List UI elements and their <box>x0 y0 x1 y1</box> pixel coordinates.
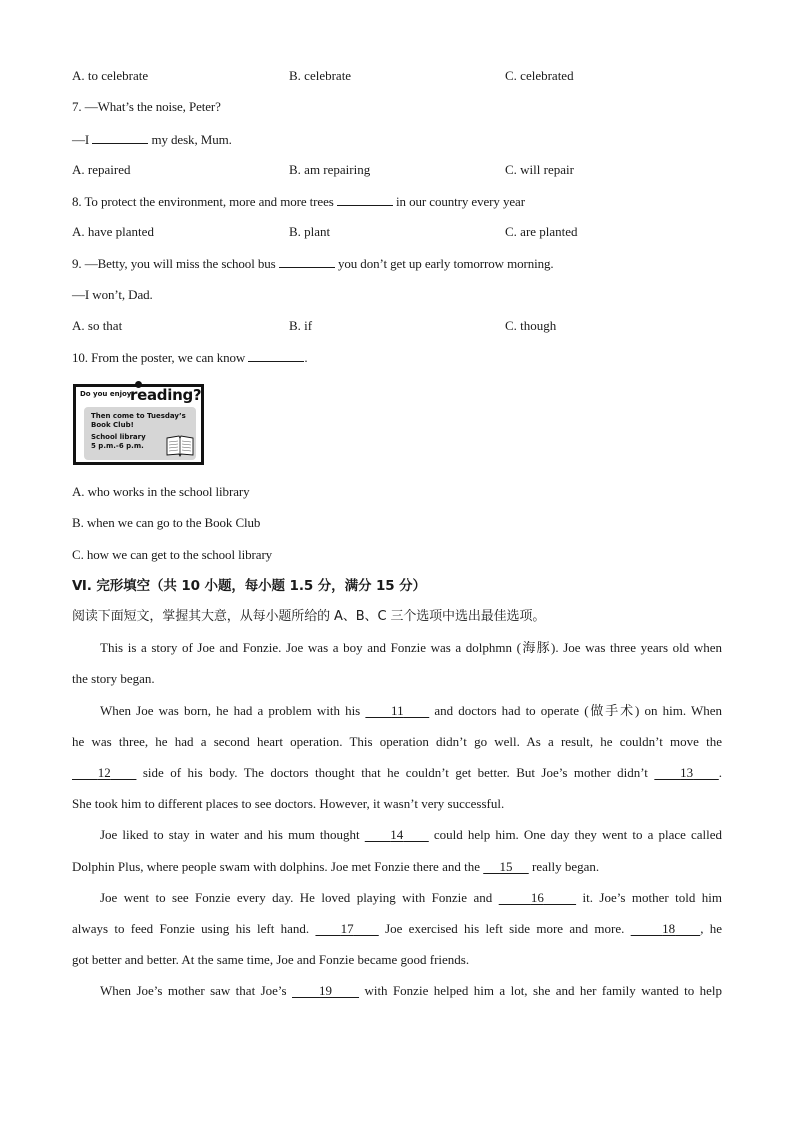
poster-line-3: School library <box>91 433 146 441</box>
blank-14: 14 <box>390 827 404 842</box>
blank-11: 11 <box>391 703 404 718</box>
q9-option-c: C. though <box>505 318 557 333</box>
passage-p2-line1 <box>72 703 722 719</box>
q8-option-c: C. are planted <box>505 224 578 239</box>
q8-blank <box>337 193 393 206</box>
poster-line-1: Then come to Tuesday’s <box>91 412 186 420</box>
poster-header-small: Do you enjoy <box>80 390 132 398</box>
poster-line-4: 5 p.m.-6 p.m. <box>91 442 144 450</box>
passage-text: When Joe’s mother saw that Joe’s <box>100 983 287 998</box>
passage-text: When Joe was born, he had a problem with his <box>100 703 361 718</box>
q8-question-post: in our country every year <box>396 194 525 209</box>
poster-header-big: reading? <box>130 386 202 404</box>
q6-option-b: B. celebrate <box>289 68 352 83</box>
blank-13: 13 <box>680 765 694 780</box>
passage-p3-line2 <box>72 859 722 875</box>
q9-option-a: A. so that <box>72 318 123 333</box>
q9-question-post: you don’t get up early tomorrow morning. <box>337 256 554 271</box>
q10-question-post: . <box>304 350 308 365</box>
passage-text: Joe exercised his left side more and more. <box>385 921 625 936</box>
passage-text: could help him. One day they went to a place called <box>433 827 723 842</box>
q7-option-c: C. will repair <box>505 162 574 177</box>
passage-text: side of his body. The doctors thought that he couldn’t get better. But Joe’s mother didn’t <box>142 765 648 780</box>
passage-p4-line1 <box>72 890 722 906</box>
q7-blank <box>92 131 148 144</box>
passage-p3-line1 <box>72 827 722 843</box>
passage-text: and doctors had to operate (做手术) on him. When <box>434 703 723 718</box>
passage-p2-line3 <box>72 765 722 781</box>
passage-text: always to feed Fonzie using his left hand. <box>72 921 310 936</box>
q7-answer-pre: —I <box>72 132 90 147</box>
q9-reply: —I won’t, Dad. <box>72 287 153 302</box>
passage-p2-line4: She took him to different places to see doctors. However, it wasn’t very successful. <box>72 796 505 811</box>
blank-19: 19 <box>319 983 333 998</box>
blank-12: 12 <box>97 765 111 780</box>
passage-p4-line3: got better and better. At the same time, Joe and Fonzie became good friends. <box>72 952 470 967</box>
open-book-icon <box>166 435 194 457</box>
q7-answer-post: my desk, Mum. <box>151 132 232 147</box>
passage-text: . <box>718 765 723 780</box>
q10-blank <box>248 349 304 362</box>
passage-text: Joe liked to stay in water and his mum thought <box>100 827 360 842</box>
q8-question <box>72 193 525 210</box>
q6-option-c: C. celebrated <box>505 68 574 83</box>
passage-text: with Fonzie helped him a lot, she and her family wanted to help <box>364 983 723 998</box>
passage-p5-line1 <box>72 983 722 999</box>
section-title: Ⅵ. 完形填空（共 10 小题，每小题 1.5 分，满分 15 分） <box>72 578 426 594</box>
q8-option-a: A. have planted <box>72 224 154 239</box>
passage-p1-line1: This is a story of Joe and Fonzie. Joe was a boy and Fonzie was a dolphmn (海豚). Joe was three years old when <box>100 640 722 655</box>
blank-16: 16 <box>530 890 544 905</box>
q10-question <box>72 349 308 366</box>
blank-18: 18 <box>662 921 676 936</box>
q9-option-b: B. if <box>289 318 313 333</box>
passage-text: Joe went to see Fonzie every day. He loved playing with Fonzie and <box>100 890 493 905</box>
q8-question-pre: 8. To protect the environment, more and more trees <box>72 194 334 209</box>
q6-option-a: A. to celebrate <box>72 68 149 83</box>
poster-line-2: Book Club! <box>91 421 134 429</box>
poster-card <box>76 387 201 462</box>
q9-question <box>72 255 554 272</box>
blank-15: 15 <box>499 859 513 874</box>
q7-answer-line <box>72 131 232 148</box>
poster-info-box <box>84 407 196 460</box>
passage-p2-line2: he was three, he had a second heart operation. This operation didn’t go well. As a result, he couldn’t move the <box>72 734 722 749</box>
passage-text: really began. <box>531 859 600 874</box>
q7-option-b: B. am repairing <box>289 162 371 177</box>
passage-p1-line2: the story began. <box>72 671 155 686</box>
q10-option-b: B. when we can go to the Book Club <box>72 515 261 530</box>
q10-option-a: A. who works in the school library <box>72 484 250 499</box>
passage-text: it. Joe’s mother told him <box>582 890 723 905</box>
passage-p4-line2 <box>72 921 722 937</box>
passage-text: Dolphin Plus, where people swam with dolphins. Joe met Fonzie there and the <box>72 859 480 874</box>
q9-blank <box>279 255 335 268</box>
q9-question-pre: 9. —Betty, you will miss the school bus <box>72 256 276 271</box>
q7-option-a: A. repaired <box>72 162 131 177</box>
q7-question: 7. —What’s the noise, Peter? <box>72 99 221 114</box>
q10-option-c: C. how we can get to the school library <box>72 547 273 562</box>
passage-text: , he <box>700 921 723 936</box>
q10-question-pre: 10. From the poster, we can know <box>72 350 246 365</box>
book-club-poster <box>73 384 204 465</box>
q8-option-b: B. plant <box>289 224 331 239</box>
section-instruction: 阅读下面短文，掌握其大意，从每小题所给的 A、B、C 三个选项中选出最佳选项。 <box>72 609 546 624</box>
blank-17: 17 <box>340 921 354 936</box>
